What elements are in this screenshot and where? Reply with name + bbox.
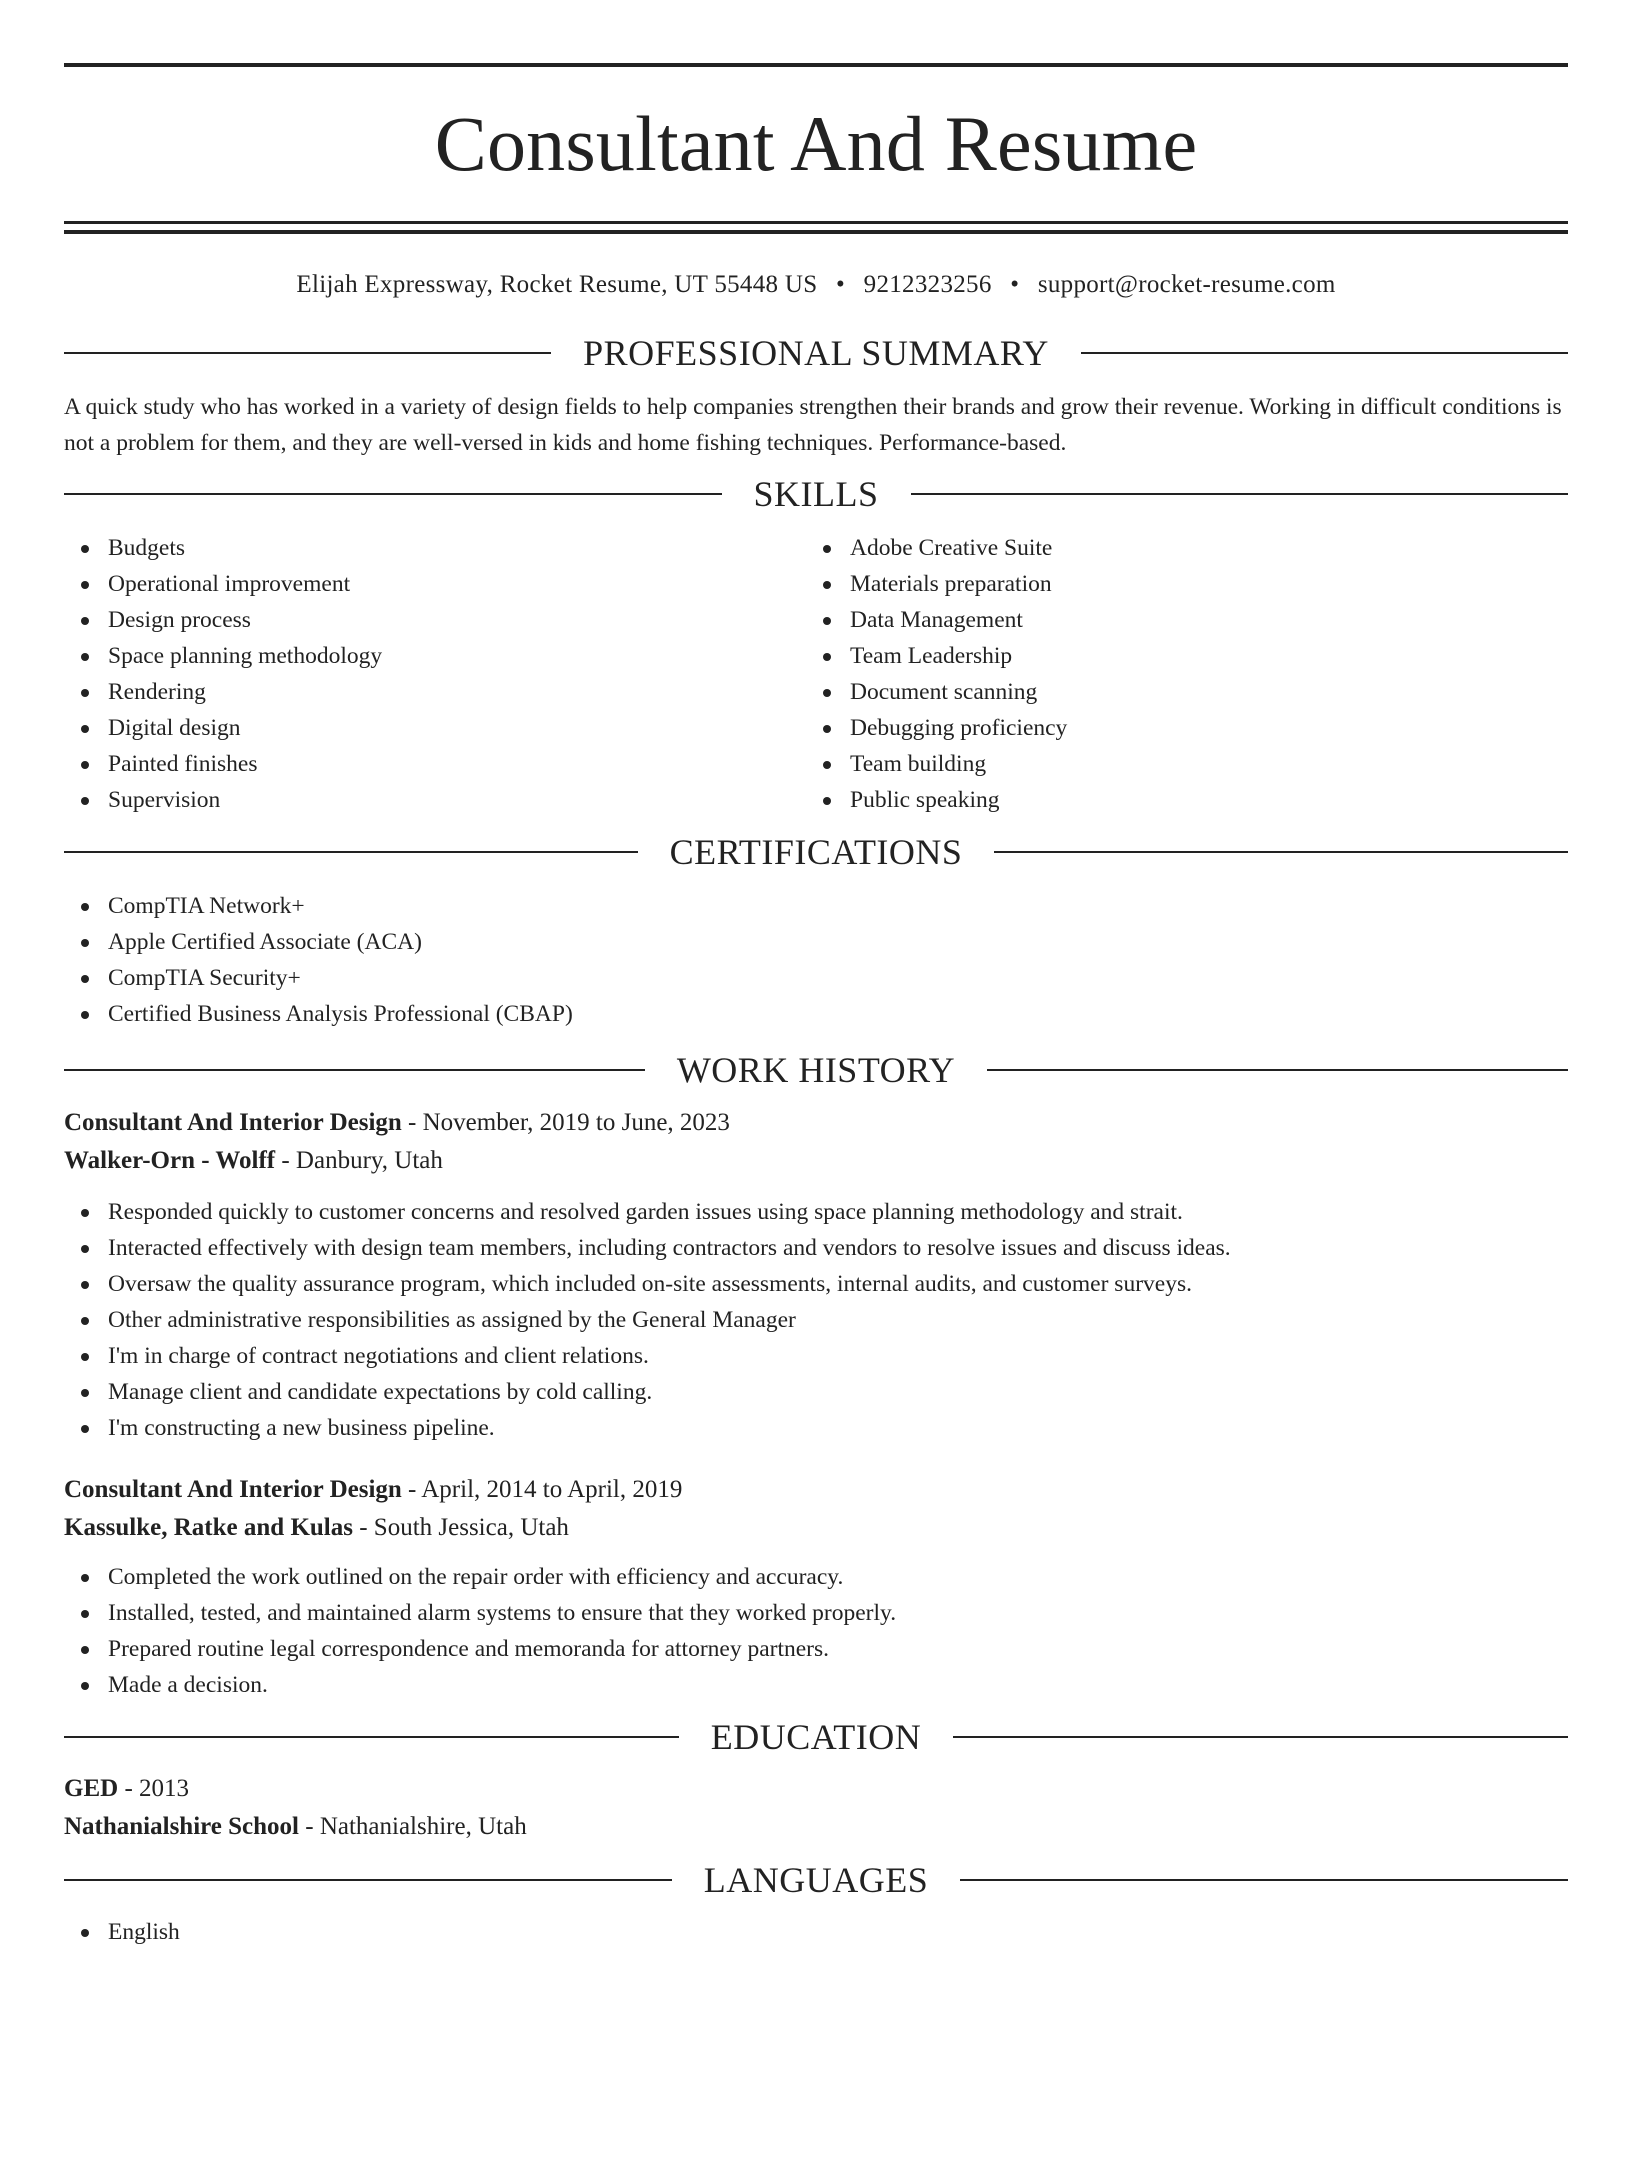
summary-text: A quick study who has worked in a variety of design fields to help companies strengthen their brands and grow their revenue. Working in difficult conditions is not a problem for them, and they are well-versed in kids and home fishing techniques. Performance-based. — [64, 394, 1562, 456]
bullet-dot — [823, 617, 831, 625]
skill-item — [64, 710, 806, 746]
job-bullet — [64, 1667, 1568, 1703]
job-title-line — [64, 1471, 1568, 1509]
bullet-dot — [81, 581, 89, 589]
job-bullet — [64, 1559, 1568, 1595]
section-rule-right — [911, 493, 1569, 495]
bullet-dot — [81, 725, 89, 733]
skill-item-text: Adobe Creative Suite — [850, 535, 1053, 561]
skill-item — [64, 674, 806, 710]
section-header-certifications — [64, 832, 1568, 872]
bullet-dot — [823, 653, 831, 661]
section-rule-left — [64, 851, 638, 853]
certification-item-text: Certified Business Analysis Professional (CBAP) — [108, 1001, 573, 1027]
skill-item-text: Team building — [850, 751, 987, 777]
section-title-languages: LANGUAGES — [703, 1860, 929, 1900]
skill-item-text: Debugging proficiency — [850, 715, 1068, 741]
certification-item-list — [64, 888, 1568, 1032]
bullet-dot — [81, 545, 89, 553]
job-bullet — [64, 1266, 1568, 1302]
certification-item — [64, 996, 1568, 1032]
skill-item — [64, 638, 806, 674]
section-rule-left — [64, 1069, 645, 1071]
contact-address: Elijah Expressway, Rocket Resume, UT 55448 US — [296, 271, 818, 298]
certification-item-text: CompTIA Security+ — [108, 965, 301, 991]
education-year: - 2013 — [118, 1775, 190, 1802]
job-role: Consultant And Interior Design — [64, 1109, 402, 1136]
job-bullet — [64, 1230, 1568, 1266]
header-double-divider — [64, 221, 1568, 234]
language-item-list — [64, 1914, 1568, 1950]
job-bullet — [64, 1338, 1568, 1374]
job-role: Consultant And Interior Design — [64, 1476, 402, 1503]
skill-item — [64, 602, 806, 638]
section-rule-right — [1081, 352, 1568, 354]
job-bullet — [64, 1194, 1568, 1230]
section-rule-left — [64, 1736, 679, 1738]
skill-item-text: Public speaking — [850, 787, 1000, 813]
skill-item — [806, 638, 1548, 674]
job-bullet-text: Interacted effectively with design team members, including contractors and vendors to resolve issues and discuss ideas. — [108, 1235, 1231, 1261]
job-bullet-list — [64, 1194, 1568, 1446]
job-company-line — [64, 1509, 1568, 1547]
section-title-education: EDUCATION — [710, 1717, 922, 1757]
skill-item-text: Design process — [108, 607, 251, 633]
bullet-dot — [823, 689, 831, 697]
job-location: - South Jessica, Utah — [352, 1514, 569, 1541]
language-item — [64, 1914, 1568, 1950]
skill-item — [64, 566, 806, 602]
bullet-dot — [81, 1281, 89, 1289]
job-bullet — [64, 1631, 1568, 1667]
language-item-text: English — [108, 1919, 180, 1945]
bullet-dot — [823, 797, 831, 805]
bullet-dot — [81, 689, 89, 697]
skill-item — [806, 746, 1548, 782]
bullet-dot — [81, 1011, 89, 1019]
job-bullet-text: Oversaw the quality assurance program, which included on-site assessments, internal audits, and customer surveys. — [108, 1271, 1192, 1297]
education-location: - Nathanialshire, Utah — [299, 1813, 527, 1840]
job-bullet-text: Manage client and candidate expectations by cold calling. — [108, 1379, 653, 1405]
job-bullet — [64, 1595, 1568, 1631]
top-divider — [64, 63, 1568, 67]
bullet-dot — [81, 975, 89, 983]
section-rule-right — [960, 1879, 1568, 1881]
skill-item — [806, 530, 1548, 566]
section-rule-left — [64, 1879, 672, 1881]
skill-item — [64, 782, 806, 818]
education-entry — [64, 1770, 1568, 1846]
skill-item — [806, 602, 1548, 638]
job-bullet — [64, 1374, 1568, 1410]
certification-item-text: CompTIA Network+ — [108, 893, 305, 919]
section-header-summary — [64, 333, 1568, 373]
bullet-dot — [81, 1209, 89, 1217]
job-bullet-text: Made a decision. — [108, 1672, 268, 1698]
education-degree-line — [64, 1770, 1568, 1808]
skill-item — [64, 530, 806, 566]
bullet-dot — [823, 761, 831, 769]
education-school-line — [64, 1808, 1568, 1846]
bullet-dot — [81, 1389, 89, 1397]
section-rule-left — [64, 352, 551, 354]
job-title-line — [64, 1104, 1568, 1142]
job-dates: - November, 2019 to June, 2023 — [401, 1109, 730, 1136]
section-header-skills — [64, 474, 1568, 514]
bullet-dot — [81, 1682, 89, 1690]
job-dates: - April, 2014 to April, 2019 — [401, 1476, 683, 1503]
bullet-dot — [81, 1353, 89, 1361]
bullet-dot — [81, 1646, 89, 1654]
section-title-skills: SKILLS — [753, 474, 879, 514]
bullet-dot — [81, 903, 89, 911]
job-bullet — [64, 1302, 1568, 1338]
section-title-work-history: WORK HISTORY — [676, 1050, 956, 1090]
skill-item — [64, 746, 806, 782]
section-header-languages — [64, 1860, 1568, 1900]
skill-item-text: Rendering — [108, 679, 206, 705]
skill-item-text: Document scanning — [850, 679, 1038, 705]
certification-item-text: Apple Certified Associate (ACA) — [108, 929, 422, 955]
skill-item-text: Team Leadership — [850, 643, 1013, 669]
skill-item-text: Materials preparation — [850, 571, 1052, 597]
contact-email: support@rocket-resume.com — [1037, 271, 1336, 298]
job-bullet-text: I'm in charge of contract negotiations and client relations. — [108, 1343, 649, 1369]
bullet-dot — [81, 1317, 89, 1325]
skill-item-list — [806, 530, 1548, 818]
skill-item-text: Data Management — [850, 607, 1023, 633]
bullet-dot — [823, 725, 831, 733]
skill-item-list — [64, 530, 806, 818]
skill-item — [806, 782, 1548, 818]
bullet-dot — [823, 581, 831, 589]
job-bullet-text: Prepared routine legal correspondence and memoranda for attorney partners. — [108, 1636, 830, 1662]
education-school: Nathanialshire School — [64, 1813, 299, 1840]
skill-item-text: Supervision — [108, 787, 221, 813]
skill-item — [806, 674, 1548, 710]
section-rule-right — [987, 1069, 1568, 1071]
skills-grid — [64, 530, 1568, 818]
bullet-dot — [81, 797, 89, 805]
skill-item-text: Budgets — [108, 535, 186, 561]
job-location: - Danbury, Utah — [275, 1147, 443, 1174]
job-bullet-text: Other administrative responsibilities as assigned by the General Manager — [108, 1307, 796, 1333]
skill-item-text: Painted finishes — [108, 751, 258, 777]
bullet-dot — [81, 617, 89, 625]
bullet-dot — [81, 1929, 89, 1937]
skills-column-left — [64, 530, 806, 818]
job-company: Walker-Orn - Wolff — [64, 1147, 276, 1174]
section-title-summary: PROFESSIONAL SUMMARY — [583, 333, 1049, 373]
skills-column-right — [806, 530, 1548, 818]
contact-line — [64, 270, 1568, 300]
bullet-dot — [81, 1610, 89, 1618]
education-degree: GED — [64, 1775, 119, 1802]
job-bullet-text: I'm constructing a new business pipeline. — [108, 1415, 495, 1441]
job-company-line — [64, 1142, 1568, 1180]
section-rule-right — [953, 1736, 1568, 1738]
bullet-dot — [81, 653, 89, 661]
skill-item — [806, 566, 1548, 602]
resume-page — [0, 63, 1632, 2175]
contact-phone: 9212323256 — [863, 271, 992, 298]
job-bullet-text: Completed the work outlined on the repair order with efficiency and accuracy. — [108, 1564, 844, 1590]
job-bullet-list — [64, 1559, 1568, 1703]
job-bullet-text: Responded quickly to customer concerns and resolved garden issues using space planning methodology and strait. — [108, 1199, 1183, 1225]
contact-separator: • — [836, 271, 846, 298]
job-bullet — [64, 1410, 1568, 1446]
bullet-dot — [823, 545, 831, 553]
certification-item — [64, 924, 1568, 960]
bullet-dot — [81, 761, 89, 769]
certification-item — [64, 960, 1568, 996]
bullet-dot — [81, 1425, 89, 1433]
bullet-dot — [81, 939, 89, 947]
skill-item-text: Digital design — [108, 715, 241, 741]
job-entry — [64, 1104, 1568, 1446]
bullet-dot — [81, 1245, 89, 1253]
certification-item — [64, 888, 1568, 924]
section-rule-right — [994, 851, 1568, 853]
section-header-work-history — [64, 1050, 1568, 1090]
resume-name: Consultant And Resume — [434, 100, 1198, 187]
job-company: Kassulke, Ratke and Kulas — [64, 1514, 353, 1541]
section-rule-left — [64, 493, 722, 495]
skill-item — [806, 710, 1548, 746]
skill-item-text: Operational improvement — [108, 571, 351, 597]
section-title-certifications: CERTIFICATIONS — [669, 832, 963, 872]
contact-separator: • — [1010, 271, 1020, 298]
job-bullet-text: Installed, tested, and maintained alarm systems to ensure that they worked properly. — [108, 1600, 897, 1626]
job-entry — [64, 1471, 1568, 1703]
bullet-dot — [81, 1574, 89, 1582]
section-header-education — [64, 1717, 1568, 1757]
skill-item-text: Space planning methodology — [108, 643, 383, 669]
